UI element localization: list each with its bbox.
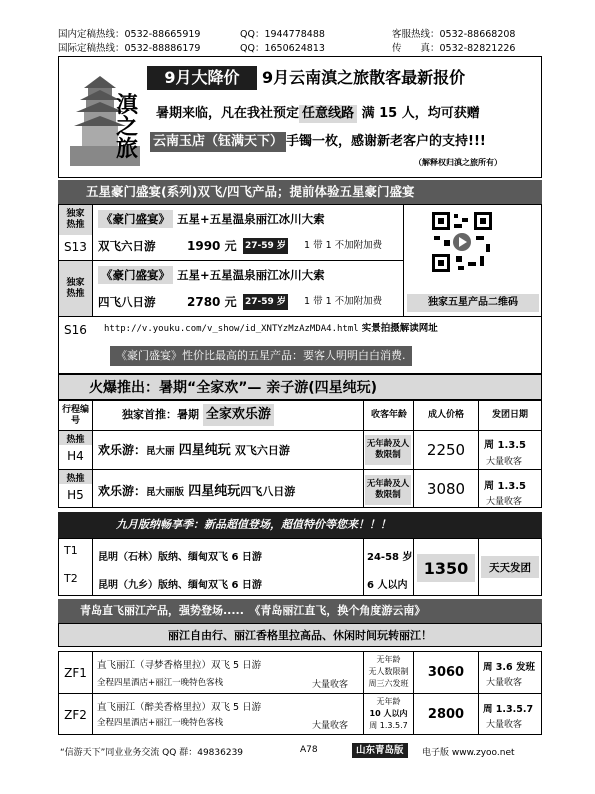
h4-date: 周 1.3.5 [484, 440, 526, 451]
col-age-header: 收客年龄 [370, 410, 407, 420]
s16-name-rest: 五星+五星温泉丽江冰川大索 [177, 268, 325, 282]
promo-line-2-highlight: 云南玉店（钰满天下） [150, 132, 286, 152]
h5-name [98, 482, 295, 502]
footer-qq-group: “信游天下”同业业务交流 QQ 群：49836239 [60, 748, 244, 758]
promo-line-1-b: 满 15 人，均可获赠 [361, 106, 480, 121]
intl-phone: 0532-88886179 [124, 43, 201, 54]
zf2-date: 周 1.3.5.7 [483, 704, 534, 715]
s16-tag-line1: 独家 [66, 277, 85, 288]
s16-days: 四飞八日游 [98, 295, 156, 309]
zf2-line1: 直飞丽江（醉美香格里拉）双飞 5 日游 [97, 702, 262, 713]
s13-note: 1 带 1 不加附加费 [304, 240, 383, 251]
col-featured-header [122, 404, 274, 426]
promo-line-1-a: 暑期来临，凡在我社预定 [156, 106, 300, 121]
zf1-note: 大量收客 [312, 680, 349, 690]
t2-line: 昆明（九乡）版纳、缅甸双飞 6 日游 [98, 580, 262, 591]
s1-row-divider [58, 260, 403, 261]
col-code-header: 行程编号 [61, 404, 89, 426]
domestic-phone: 0532-88665919 [124, 29, 201, 40]
h5-name-d: 四飞八日游 [240, 485, 296, 498]
s2-col4 [478, 400, 479, 508]
s16-price: 2780 元 [187, 295, 237, 309]
s13-name-rest: 五星+五星温泉丽江冰川大索 [177, 212, 325, 226]
zf2-age [364, 695, 413, 733]
t1-code: T1 [64, 544, 78, 557]
s16-code: S16 [64, 323, 87, 337]
h4-price: 2250 [426, 441, 466, 459]
fax-label: 传 真： [392, 43, 440, 54]
s13-name [98, 210, 325, 228]
domestic-qq-number: 1944778488 [264, 29, 325, 40]
zf1-age1: 无年龄 [376, 655, 401, 664]
s16-name-highlight: 《豪门盛宴》 [98, 266, 173, 284]
h5-name-b: 昆大丽版 [146, 487, 185, 498]
domestic-qq-label: QQ： [240, 29, 265, 40]
col-featured-highlight: 全家欢乐游 [203, 404, 274, 426]
zf2-price: 2800 [427, 707, 465, 722]
domestic-hotline [58, 26, 200, 40]
promo-line-1-highlight: 任意线路 [299, 105, 357, 123]
domestic-label: 国内定稿热线： [58, 29, 125, 40]
intl-qq-number: 1650624813 [264, 43, 325, 54]
t-age-limit: 6 人以内 [367, 580, 408, 591]
intl-label: 国际定稿热线： [58, 43, 125, 54]
rights-note: （解释权归滇之旅所有） [414, 158, 502, 167]
col-date-header: 发团日期 [491, 410, 528, 420]
h4-date-note: 大量收客 [486, 457, 523, 467]
s13-tag [59, 205, 92, 235]
s13-name-highlight: 《豪门盛宴》 [98, 210, 173, 228]
s2-col1 [92, 400, 93, 508]
h5-date: 周 1.3.5 [484, 481, 526, 492]
zf1-code: ZF1 [64, 665, 87, 680]
promo-line-2 [150, 132, 486, 152]
h4-tag: 热推 [59, 431, 92, 445]
section4-heading: 青岛直飞丽江产品，强势登场..... 《青岛丽江直飞，换个角度游云南》 [58, 599, 542, 623]
zf2-age3: 周 1.3.5.7 [369, 721, 408, 730]
zf1-line2: 全程四星酒店+丽江一晚特色客栈 [97, 678, 224, 688]
s3-col1 [92, 538, 93, 596]
intl-qq-label: QQ： [240, 43, 265, 54]
s16-note: 1 带 1 不加附加费 [304, 296, 383, 307]
zf1-age2: 无人数限制 [368, 667, 409, 676]
footer-edition: 山东青岛版 [352, 743, 408, 758]
s16-age: 27-59 岁 [243, 294, 288, 310]
footer-page-number: A78 [300, 745, 318, 755]
h5-tag: 热推 [59, 470, 92, 484]
h5-age: 无年龄及人数限制 [365, 475, 411, 505]
price-drop-badge: 9月大降价 [147, 66, 257, 90]
logo-text: 滇之旅 [115, 92, 138, 162]
t1-line: 昆明（石林）版纳、缅甸双飞 6 日游 [98, 552, 262, 563]
zf2-note: 大量收客 [312, 721, 349, 731]
col-price-header: 成人价格 [427, 410, 464, 420]
s3-col4 [478, 538, 479, 596]
h4-name-a: 欢乐游： [98, 443, 147, 457]
col-featured-a: 独家首推：暑期 [122, 408, 199, 421]
zf2-age1: 无年龄 [376, 697, 401, 706]
intl-qq [240, 40, 325, 54]
s3-col2 [363, 538, 364, 596]
h4-name-c: 四星纯玩 [178, 443, 231, 458]
h4-name [98, 441, 290, 461]
service-label: 客服热线： [392, 29, 440, 40]
t2-code: T2 [64, 572, 78, 585]
h5-name-a: 欢乐游： [98, 484, 147, 498]
fax-phone: 0532-82821226 [439, 43, 516, 54]
domestic-qq [240, 26, 325, 40]
t-date: 天天发团 [481, 556, 539, 578]
s1-qr-divider [403, 204, 404, 316]
s1-bottom-divider [58, 316, 542, 317]
s16-tag-line2: 热推 [66, 288, 85, 299]
zf1-age3: 周三六发班 [368, 679, 409, 688]
zf2-date-note: 大量收客 [486, 720, 523, 730]
h4-code: H4 [67, 449, 84, 463]
service-hotline [392, 26, 515, 40]
h4-name-b: 昆大丽 [146, 446, 175, 457]
zf2-code: ZF2 [64, 707, 87, 722]
zf2-line2: 全程四星酒店+丽江一晚特色客栈 [97, 718, 224, 728]
section2-heading: 火爆推出：暑期“全家欢”— 亲子游(四星纯玩) [58, 374, 542, 400]
s13-days: 双飞六日游 [98, 239, 156, 253]
qr-code-icon[interactable] [430, 210, 494, 274]
h4-age: 无年龄及人数限制 [365, 435, 411, 465]
s13-tag-line2: 热推 [66, 220, 85, 230]
section3-heading: 九月版纳畅享季：新品超值登场，超值特价等您来！！！ [58, 512, 542, 538]
fax-line [392, 40, 515, 54]
zf1-age [364, 653, 413, 691]
s13-age: 27-59 岁 [243, 238, 288, 254]
h5-name-c: 四星纯玩 [188, 484, 241, 499]
t-age-range: 24-58 岁 [367, 552, 413, 563]
s13-price: 1990 元 [187, 239, 237, 253]
zf1-line1: 直飞丽江（寻梦香格里拉）双飞 5 日游 [97, 660, 262, 671]
promo-title: 9月云南滇之旅散客最新报价 [262, 68, 466, 87]
qr-caption: 独家五星产品二维码 [407, 294, 539, 312]
section1-heading: 五星豪门盛宴(系列)双飞/四飞产品；提前体验五星豪门盛宴 [58, 180, 542, 204]
zf1-price: 3060 [427, 665, 465, 680]
section4-subheading: 丽江自由行、丽江香格里拉高品、休闲时间玩转丽江！ [58, 623, 542, 647]
s2-col2 [363, 400, 364, 508]
video-url-note: 实景拍摄解读网址 [361, 323, 438, 334]
zf2-age2: 10 人以内 [369, 709, 408, 718]
footer-website[interactable]: 电子版 www.zyoo.net [422, 748, 515, 758]
s13-tag-line1: 独家 [66, 209, 85, 219]
h4-name-d: 双飞六日游 [234, 444, 290, 457]
promo-line-2-b: 手镯一枚，感谢新老客户的支持!!! [286, 134, 486, 149]
s16-tag [59, 261, 92, 316]
zf1-date-note: 大量收客 [486, 678, 523, 688]
s16-name [98, 266, 325, 284]
h5-code: H5 [67, 488, 84, 502]
service-phone: 0532-88668208 [439, 29, 516, 40]
t-price: 1350 [417, 554, 475, 582]
s3-col3 [413, 538, 414, 596]
section1-slogan: 《豪门盛宴》性价比最高的五星产品：要客人明明白白消费. [110, 346, 412, 366]
h5-date-note: 大量收客 [486, 497, 523, 507]
zf1-date: 周 3.6 发班 [483, 662, 535, 673]
intl-hotline [58, 40, 200, 54]
promo-line-1 [156, 105, 480, 123]
video-url[interactable]: http://v.youku.com/v_show/id_XNTYzMzAzMDA4.html [104, 324, 359, 334]
video-url-line [104, 322, 438, 336]
s13-code: S13 [64, 240, 87, 254]
h5-price: 3080 [426, 480, 466, 498]
